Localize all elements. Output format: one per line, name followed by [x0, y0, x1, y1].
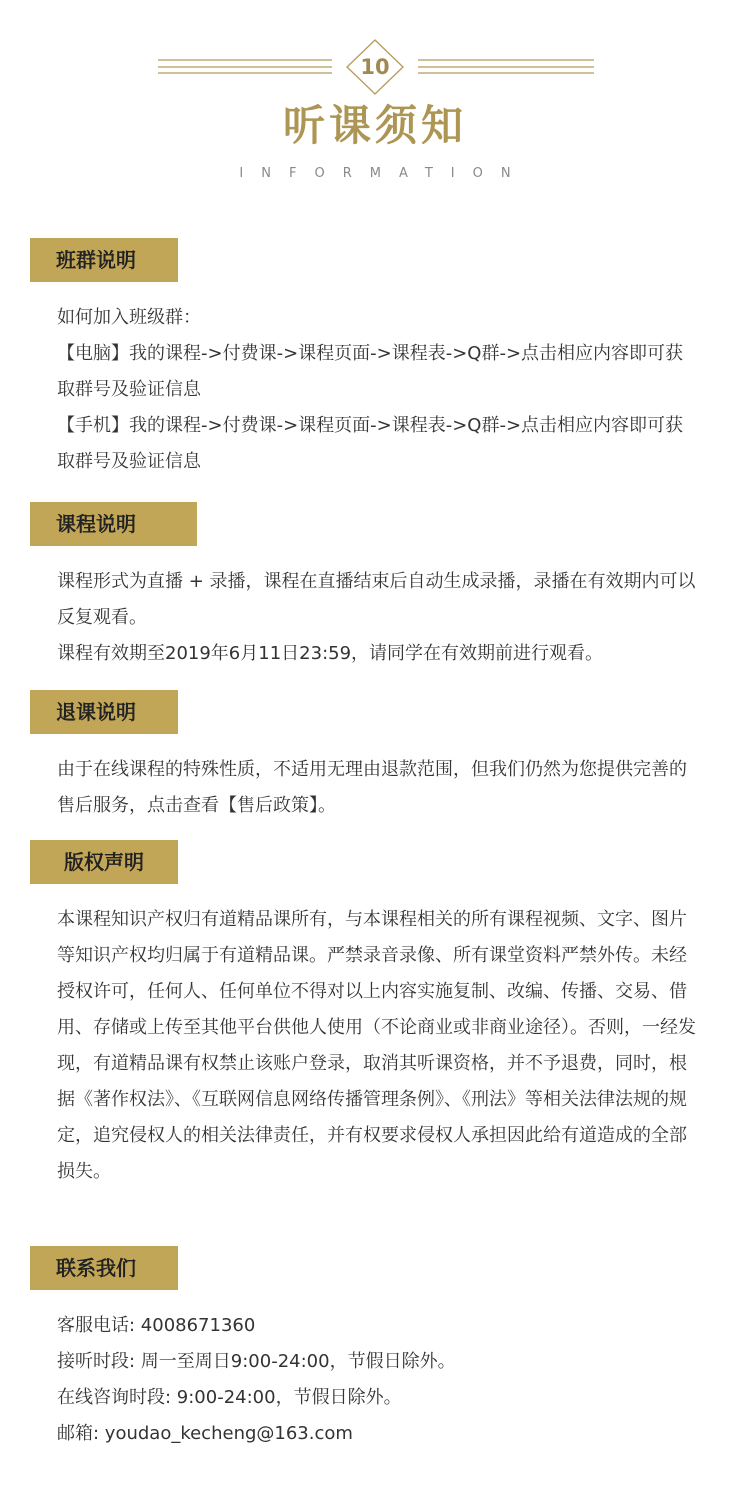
- text-line: 【手机】我的课程->付费课->课程页面->课程表->Q群->点击相应内容即可获取群号及验证信息: [57, 415, 684, 472]
- contact-phone: 客服电话: 4008671360: [57, 1315, 256, 1336]
- section-tag-refund: 退课说明: [30, 690, 178, 734]
- section-tag-course: 课程说明: [30, 502, 197, 546]
- page-subtitle: INFORMATION: [239, 166, 529, 181]
- section-tag-copyright: 版权声明: [30, 840, 178, 884]
- text-line: 课程形式为直播 + 录播，课程在直播结束后自动生成录播，录播在有效期内可以反复观看。: [57, 571, 696, 628]
- contact-email: 邮箱: youdao_kecheng@163.com: [57, 1423, 353, 1444]
- section-body-class-group: [57, 300, 697, 480]
- contact-hours: 接听时段: 周一至周日9:00-24:00，节假日除外。: [57, 1351, 456, 1372]
- lesson-number: 10: [360, 55, 390, 79]
- section-body-refund: [57, 752, 697, 824]
- text-line: 【电脑】我的课程->付费课->课程页面->课程表->Q群->点击相应内容即可获取群号及验证信息: [57, 343, 684, 400]
- header: [0, 0, 750, 200]
- text-line: 课程有效期至2019年6月11日23:59，请同学在有效期前进行观看。: [57, 643, 604, 664]
- section-tag-contact: 联系我们: [30, 1246, 178, 1290]
- section-body-course: [57, 564, 697, 672]
- section-tag-class-group: 班群说明: [30, 238, 178, 282]
- section-body-contact: [57, 1308, 697, 1452]
- text-line: 如何加入班级群：: [57, 307, 201, 328]
- text-line: 本课程知识产权归有道精品课所有，与本课程相关的所有课程视频、文字、图片等知识产权均归属于有道精品课。严禁录音录像、所有课堂资料严禁外传。未经授权许可，任何人、任何单位不得对以上内容实施复制、改编、传播、交易、借用、存储或上传至其他平台供他人使用（不论商业或非商业途径）。否则，一经发现，有道精品课有权禁止该账户登录，取消其听课资格，并不予退费，同时，根据《著作权法》、《互联网信息网络传播管理条例》、《刑法》等相关法律法规的规定，追究侵权人的相关法律责任，并有权要求侵权人承担因此给有道造成的全部损失。: [57, 909, 696, 1182]
- section-body-copyright: [57, 902, 697, 1190]
- page-title: 听课须知: [282, 101, 467, 150]
- text-line: 由于在线课程的特殊性质，不适用无理由退款范围，但我们仍然为您提供完善的售后服务，点击查看【售后政策】。: [57, 759, 687, 816]
- contact-online-hours: 在线咨询时段: 9:00-24:00，节假日除外。: [57, 1387, 402, 1408]
